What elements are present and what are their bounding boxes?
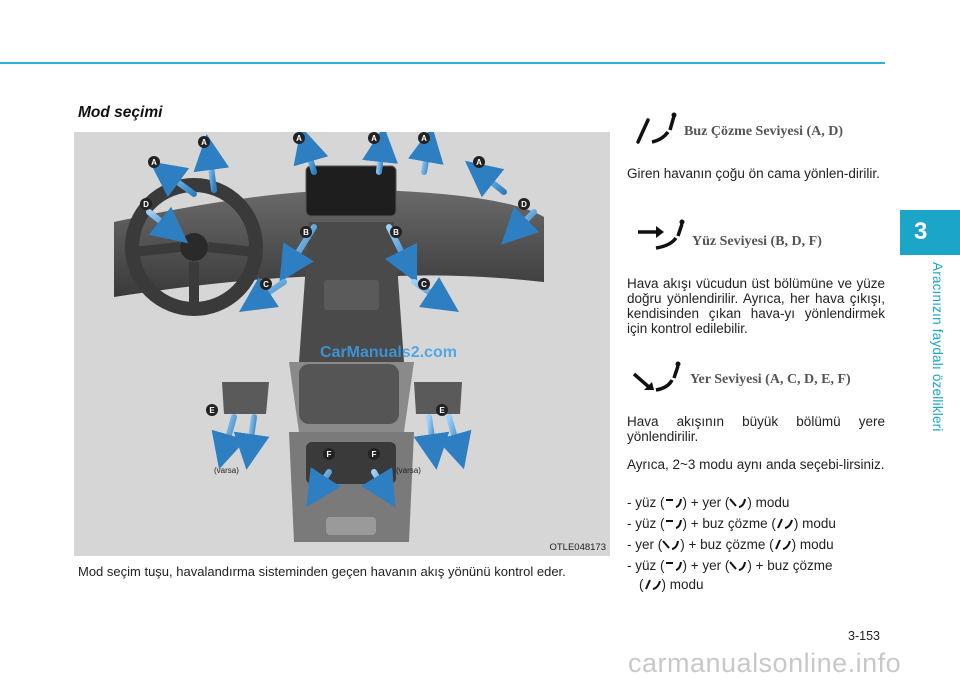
chapter-tab: [900, 210, 960, 255]
vent-label-badge: [418, 278, 430, 290]
vent-label-badge: [140, 198, 152, 210]
combo-face-defrost: - yüz ( ) + buz çözme ( ) modu: [627, 516, 836, 531]
defrost-level-icon: [634, 112, 678, 148]
mode-text-floor: Hava akışının büyük bölümü yere yönlendirilir.: [627, 414, 885, 444]
vent-label-badge: [473, 156, 485, 168]
face-icon: [665, 516, 683, 530]
combo-face-floor-defrost: - yüz ( ) + yer ( ) + buz çözme: [627, 558, 833, 573]
defrost-icon: [776, 516, 794, 530]
vent-label-badge: [518, 198, 530, 210]
combo-face-floor: - yüz ( ) + yer ( ) modu: [627, 495, 790, 510]
vent-label-badge: [368, 448, 380, 460]
svg-text:A: A: [296, 134, 302, 143]
optional-note-right: (varsa): [396, 466, 421, 475]
mode-title-defrost: Buz Çözme Seviyesi (A, D): [684, 124, 844, 139]
vent-label-badge: [390, 226, 402, 238]
infotainment-screen: [306, 166, 396, 216]
section-title: Mod seçimi: [78, 104, 163, 121]
svg-text:A: A: [371, 134, 377, 143]
vent-label-badge: [206, 404, 218, 416]
vent-label-badge: [418, 132, 430, 144]
chapter-number: 3: [914, 218, 928, 245]
face-level-icon: [634, 218, 688, 254]
footer-watermark: carmanualsonline.info: [628, 648, 902, 678]
floor-level-icon: [630, 360, 684, 396]
page-number: 3-153: [848, 629, 880, 643]
svg-text:E: E: [209, 406, 215, 415]
vent-diagram-figure: [74, 132, 610, 556]
optional-note-left: (varsa): [214, 466, 239, 475]
vent-label-badge: [148, 156, 160, 168]
svg-text:A: A: [476, 158, 482, 167]
vent-label-badge: [368, 132, 380, 144]
svg-text:D: D: [143, 200, 149, 209]
face-icon: [665, 558, 683, 572]
vent-label-badge: [198, 136, 210, 148]
mode-title-floor: Yer Seviyesi (A, C, D, E, F): [690, 372, 851, 387]
chapter-title: Aracınızın faydalı özellikleri: [930, 262, 945, 432]
rear-vents: [306, 442, 396, 484]
svg-text:A: A: [151, 158, 157, 167]
figure-code: OTLE048173: [549, 542, 606, 553]
vent-label-badge: [436, 404, 448, 416]
combo-face-floor-defrost-cont: ( ) modu: [639, 577, 704, 592]
defrost-icon: [644, 577, 662, 591]
svg-text:E: E: [439, 406, 445, 415]
mode-title-face: Yüz Seviyesi (B, D, F): [692, 234, 822, 249]
armrest: [299, 364, 399, 424]
svg-text:B: B: [303, 228, 309, 237]
combo-intro: Ayrıca, 2~3 modu aynı anda seçebi-lirsiniz.: [627, 457, 885, 472]
figure-watermark: CarManuals2.com: [320, 344, 457, 361]
vent-label-badge: [323, 448, 335, 460]
left-floor-vent: [222, 382, 269, 414]
figure-caption: Mod seçim tuşu, havalandırma sisteminden geçen havanın akış yönünü kontrol eder.: [78, 564, 566, 579]
svg-text:F: F: [326, 450, 332, 459]
combo-floor-defrost: - yer ( ) + buz çözme ( ) modu: [627, 537, 834, 552]
svg-text:A: A: [201, 138, 207, 147]
svg-text:C: C: [421, 280, 427, 289]
header-rule: [0, 62, 885, 64]
floor-icon: [729, 558, 747, 572]
floor-icon: [729, 495, 747, 509]
vent-label-badge: [260, 278, 272, 290]
defrost-icon: [774, 537, 792, 551]
floor-icon: [662, 537, 680, 551]
svg-text:A: A: [421, 134, 427, 143]
svg-text:C: C: [263, 280, 269, 289]
svg-text:F: F: [371, 450, 377, 459]
svg-text:D: D: [521, 200, 527, 209]
vent-label-badge: [293, 132, 305, 144]
face-icon: [665, 495, 683, 509]
mode-text-defrost: Giren havanın çoğu ön cama yönlen-dirilir.: [627, 166, 880, 181]
vent-label-badge: [300, 226, 312, 238]
svg-text:B: B: [393, 228, 399, 237]
mode-text-face: Hava akışı vücudun üst bölümüne ve yüze doğru yönlendirilir. Ayrıca, her hava çıkışı, kendisinden çıkan hava-yı yönlendirmek için kontrol edilebilir.: [627, 276, 885, 336]
